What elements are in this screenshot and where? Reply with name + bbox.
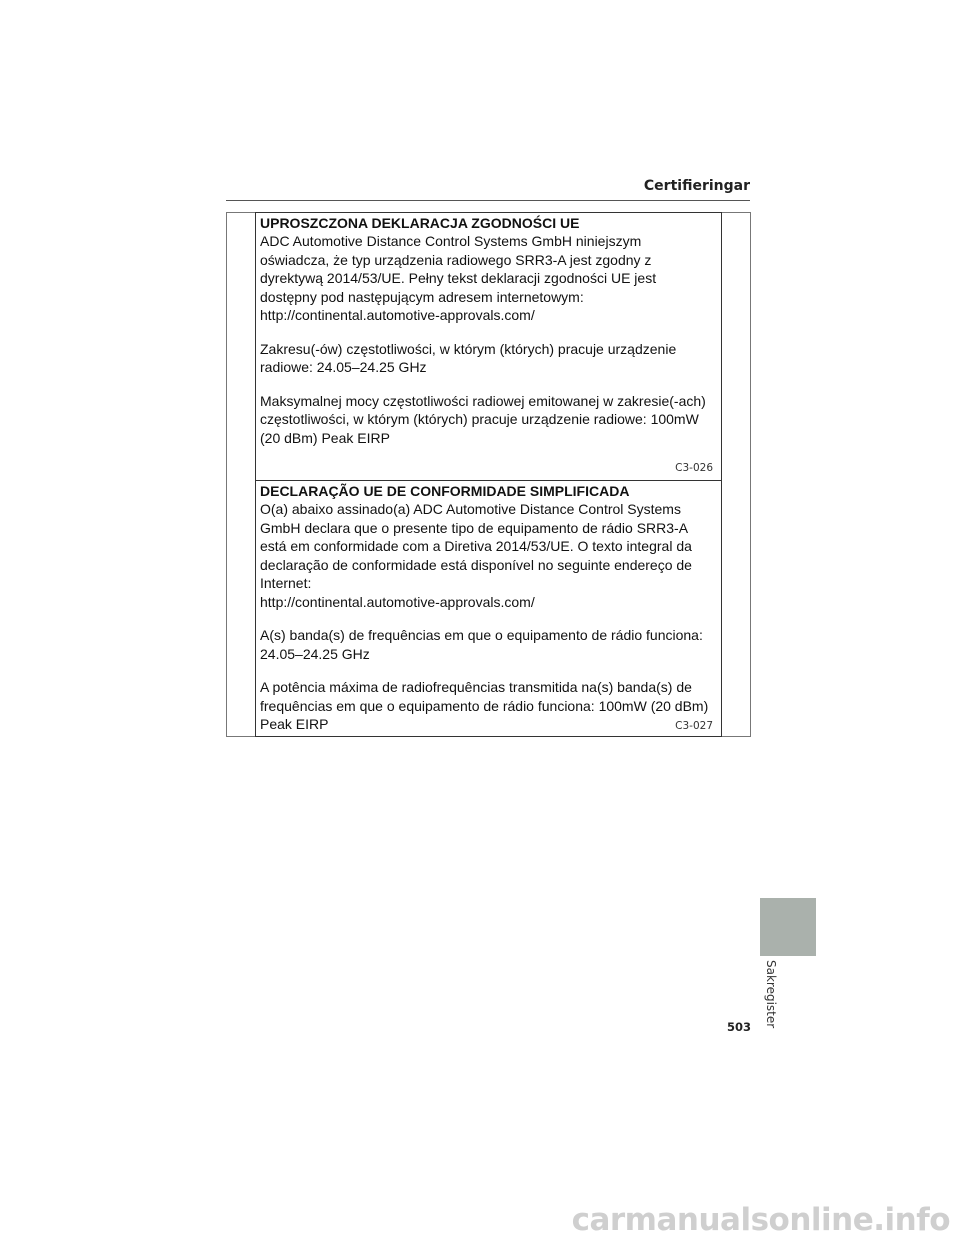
- section-title: DECLARAÇÃO UE DE CONFORMIDADE SIMPLIFICADA: [260, 483, 630, 499]
- index-tab: [760, 898, 816, 956]
- section-paragraph: A(s) banda(s) de frequências em que o equipamento de rádio funciona: 24.05–24.25 GHz: [260, 627, 703, 662]
- section-paragraph: Maksymalnej mocy częstotliwości radiowej emitowanej w zakresie(-ach) częstotliwości, w którym (których) pracuje urządzenie radiowe: 100mW (20 dBm) Peak EIRP: [260, 392, 706, 446]
- header-divider: [226, 200, 750, 201]
- section-paragraph: Zakresu(-ów) częstotliwości, w którym (których) pracuje urządzenie radiowe: 24.05–24.25 GHz: [260, 340, 677, 375]
- frame-left-edge: [226, 212, 227, 737]
- frame-right-edge: [750, 212, 751, 737]
- figure-code: C3-027: [675, 720, 713, 732]
- section-paragraph: ADC Automotive Distance Control Systems GmbH niniejszym oświadcza, że typ urządzenia radiowego SRR3-A jest zgodny z dyrektywą 2014/53/UE. Pełny tekst deklaracji zgodności UE jest dostępny pod następującym adresem internetowym: http://continental.automotive-approvals.com/: [260, 233, 657, 323]
- page-header-title: Certifieringar: [643, 178, 750, 194]
- figure-code: C3-026: [675, 462, 713, 474]
- section-title: UPROSZCZONA DEKLARACJA ZGODNOŚCI UE: [260, 215, 580, 231]
- index-tab-label: Sakregister: [764, 960, 778, 1029]
- declaration-section-polish: [255, 212, 722, 481]
- section-paragraph: O(a) abaixo assinado(a) ADC Automotive Distance Control Systems GmbH declara que o presente tipo de equipamento de rádio SRR3-A está em conformidade com a Diretiva 2014/53/UE. O texto integral da declaração de conformidade está disponível no seguinte endereço de Internet: http://continental.automotive-approvals.com/: [260, 501, 692, 610]
- page-number: 503: [727, 1020, 752, 1034]
- watermark-logo: carmanualsonline.info: [571, 1202, 950, 1238]
- declaration-section-portuguese: [255, 481, 722, 737]
- section-paragraph: A potência máxima de radiofrequências transmitida na(s) banda(s) de frequências em que o equipamento de rádio funciona: 100mW (20 dBm) Peak EIRP: [260, 679, 709, 732]
